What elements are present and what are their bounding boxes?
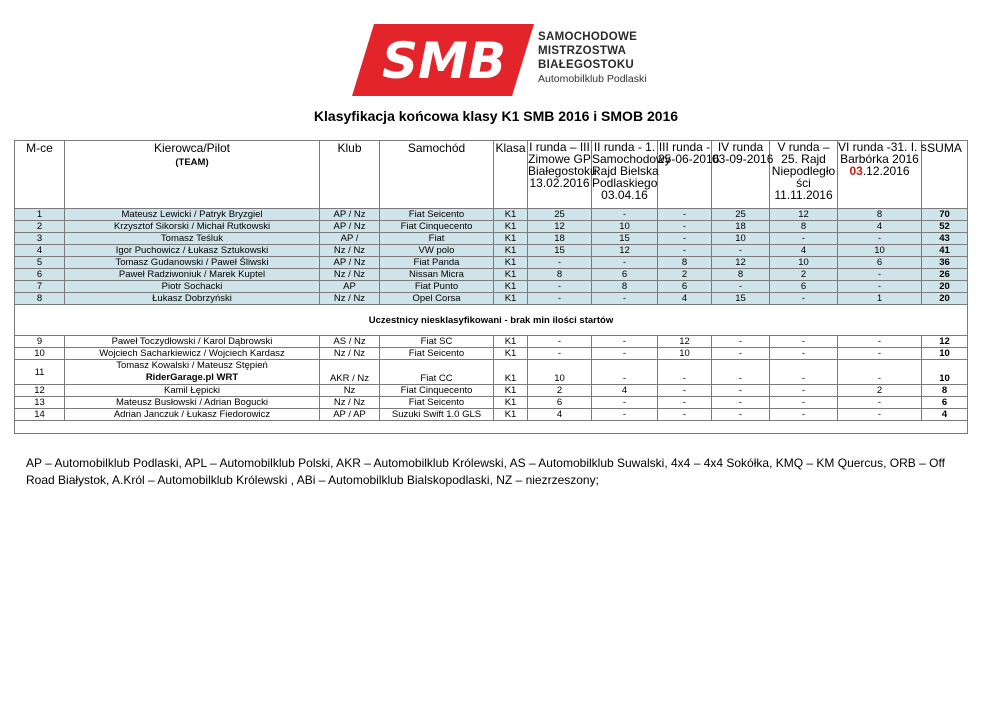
cell-place: 8 (15, 293, 65, 305)
header-r6-date (838, 165, 921, 177)
cell-r2: 4 (592, 385, 658, 397)
cell-r1: - (528, 281, 592, 293)
cell-place: 13 (15, 397, 65, 409)
cell-cls: K1 (494, 385, 528, 397)
blank-cell (15, 421, 968, 434)
header-r1-line: Zimowe GP (528, 152, 591, 166)
cell-r1: - (528, 348, 592, 360)
blank-row (15, 421, 968, 434)
header-r5-line: Niepodległo (771, 164, 836, 178)
cell-place: 2 (15, 221, 65, 233)
cell-r5: 8 (770, 221, 838, 233)
cell-r2: - (592, 293, 658, 305)
cell-cls: K1 (494, 360, 528, 385)
cell-car: Fiat (380, 233, 494, 245)
header-r2-line: II runda - 1. (593, 140, 656, 154)
cell-place: 3 (15, 233, 65, 245)
cell-place: 7 (15, 281, 65, 293)
cell-sum: 6 (922, 397, 968, 409)
cell-r5: 2 (770, 269, 838, 281)
cell-driver: Tomasz Teśluk (65, 233, 320, 245)
smb-logo (352, 24, 662, 96)
cell-r2: 8 (592, 281, 658, 293)
cell-r5: - (770, 409, 838, 421)
cell-club: Nz / Nz (320, 269, 380, 281)
cell-r3: - (658, 409, 712, 421)
cell-driver: Adrian Janczuk / Łukasz Fiedorowicz (65, 409, 320, 421)
cell-r3: - (658, 221, 712, 233)
cell-r6: - (838, 397, 922, 409)
table-row (15, 360, 968, 385)
cell-r3: - (658, 209, 712, 221)
cell-cls: K1 (494, 245, 528, 257)
header-round-1 (528, 140, 597, 209)
cell-place: 1 (15, 209, 65, 221)
cell-sum: 26 (922, 269, 968, 281)
table-row (15, 293, 968, 305)
cell-place: 12 (15, 385, 65, 397)
header-r2-line: Rajd Bielska (592, 164, 659, 178)
cell-sum: 4 (922, 409, 968, 421)
cell-r4: - (712, 336, 770, 348)
header-round-6 (838, 140, 931, 209)
header-r6-line: Barbórka 2016 (840, 152, 919, 166)
table-row (15, 245, 968, 257)
header-sum: SUMA (922, 141, 968, 209)
cell-r3: 4 (658, 293, 712, 305)
cell-place: 10 (15, 348, 65, 360)
cell-r3: - (658, 385, 712, 397)
header-r6-date-day: 03 (849, 164, 863, 178)
cell-r2: 15 (592, 233, 658, 245)
cell-cls: K1 (494, 293, 528, 305)
header-r1-line: 13.02.2016 (529, 176, 590, 190)
cell-r5: - (770, 385, 838, 397)
logo-line-1: SAMOCHODOWE (538, 31, 638, 43)
cell-r5: 6 (770, 281, 838, 293)
table-row (15, 336, 968, 348)
smb-logo-mark (352, 24, 534, 96)
cell-r4: - (712, 245, 770, 257)
logo-line-2: MISTRZOSTWA (538, 45, 627, 57)
cell-car: Nissan Micra (380, 269, 494, 281)
results-table (14, 140, 968, 434)
cell-r5: - (770, 336, 838, 348)
cell-r6: - (838, 336, 922, 348)
table-row (15, 257, 968, 269)
header-r5-line: 25. Rajd (781, 152, 826, 166)
cell-club: AP / AP (320, 409, 380, 421)
cell-r1: 18 (528, 233, 592, 245)
cell-r6: - (838, 409, 922, 421)
cell-r1: - (528, 293, 592, 305)
header-row (15, 141, 968, 209)
cell-r4: - (712, 360, 770, 385)
cell-driver: Łukasz Dobrzyński (65, 293, 320, 305)
cell-r2: - (592, 360, 658, 385)
cell-place: 6 (15, 269, 65, 281)
header-place: M-ce (15, 141, 65, 209)
header-r3-line: 25-06-2016 (658, 152, 720, 166)
cell-r5: - (770, 397, 838, 409)
cell-team-name: RiderGarage.pl WRT (145, 372, 239, 383)
header-r4-line: 03-09-2016 (712, 152, 774, 166)
cell-r1: 8 (528, 269, 592, 281)
cell-r3: 10 (658, 348, 712, 360)
cell-sum: 36 (922, 257, 968, 269)
cell-club: AP / (320, 233, 380, 245)
header-team-label: (TEAM) (175, 157, 209, 168)
cell-cls: K1 (494, 269, 528, 281)
cell-club: AKR / Nz (320, 360, 380, 385)
cell-r2: 6 (592, 269, 658, 281)
cell-r2: - (592, 348, 658, 360)
cell-car: Fiat Cinquecento (380, 385, 494, 397)
cell-car: Fiat Panda (380, 257, 494, 269)
cell-r3: - (658, 233, 712, 245)
cell-club: AP / Nz (320, 209, 380, 221)
cell-cls: K1 (494, 348, 528, 360)
cell-driver: Tomasz Gudanowski / Paweł Śliwski (65, 257, 320, 269)
cell-r6: 2 (838, 385, 922, 397)
header-r1-line: I runda – III (529, 140, 590, 154)
cell-r1: 4 (528, 409, 592, 421)
cell-cls: K1 (494, 397, 528, 409)
cell-r2: - (592, 209, 658, 221)
cell-r5: 12 (770, 209, 838, 221)
cell-club: Nz / Nz (320, 245, 380, 257)
cell-cls: K1 (494, 281, 528, 293)
cell-driver: Mateusz Lewicki / Patryk Bryzgiel (65, 209, 320, 221)
cell-club: Nz / Nz (320, 397, 380, 409)
cell-club: AP / Nz (320, 257, 380, 269)
cell-r6: - (838, 348, 922, 360)
cell-r5: - (770, 360, 838, 385)
cell-sum: 20 (922, 281, 968, 293)
cell-r5: 10 (770, 257, 838, 269)
header-r5-line: ści (796, 176, 811, 190)
cell-sum: 12 (922, 336, 968, 348)
cell-r6: - (838, 281, 922, 293)
club-abbreviations-footnote: AP – Automobilklub Podlaski, APL – Automobilklub Polski, AKR – Automobilklub Królewski, AS – Automobilklub Suwalski, 4x4 – 4x4 Sokółka, KMQ – KM Quercus, ORB – Off Road Białystok, A.Król – Automobilklub Królewski , ABi – Automobilklub Bialskopodlaski, NZ – niezrzeszony; (26, 456, 945, 487)
cell-r1: 25 (528, 209, 592, 221)
cell-sum: 70 (922, 209, 968, 221)
cell-car: Fiat Seicento (380, 209, 494, 221)
cell-r2: 12 (592, 245, 658, 257)
cell-r5: - (770, 348, 838, 360)
cell-car: Fiat CC (380, 360, 494, 385)
cell-r4: 12 (712, 257, 770, 269)
cell-r2: - (592, 257, 658, 269)
header-r2-line: Samochodowy (592, 152, 671, 166)
cell-r4: - (712, 397, 770, 409)
cell-car: Opel Corsa (380, 293, 494, 305)
cell-cls: K1 (494, 409, 528, 421)
cell-driver: Igor Puchowicz / Łukasz Sztukowski (65, 245, 320, 257)
cell-club: AS / Nz (320, 336, 380, 348)
table-row (15, 221, 968, 233)
cell-car: Fiat Punto (380, 281, 494, 293)
table-row (15, 209, 968, 221)
logo-mark-text: SMB (382, 32, 506, 90)
cell-r6: 8 (838, 209, 922, 221)
header-round-4 (712, 140, 774, 209)
header-round-2 (592, 140, 671, 209)
cell-r4: - (712, 385, 770, 397)
header-club: Klub (320, 141, 380, 209)
logo-wordmark (538, 30, 647, 86)
cell-car: Fiat Seicento (380, 348, 494, 360)
cell-club: AP (320, 281, 380, 293)
header-r2-line: 03.04.16 (601, 188, 648, 202)
header-r5-line: 11.11.2016 (774, 188, 833, 202)
cell-r3: 12 (658, 336, 712, 348)
cell-driver: Wojciech Sacharkiewicz / Wojciech Kardasz (65, 348, 320, 360)
cell-r4: 8 (712, 269, 770, 281)
cell-sum: 52 (922, 221, 968, 233)
cell-r6: 10 (838, 245, 922, 257)
cell-club: Nz / Nz (320, 293, 380, 305)
cell-r6: - (838, 360, 922, 385)
cell-r1: 6 (528, 397, 592, 409)
cell-r6: 1 (838, 293, 922, 305)
cell-r4: - (712, 409, 770, 421)
cell-driver: Piotr Sochacki (65, 281, 320, 293)
cell-r3: - (658, 397, 712, 409)
cell-cls: K1 (494, 336, 528, 348)
cell-place: 5 (15, 257, 65, 269)
cell-sum: 8 (922, 385, 968, 397)
cell-r4: - (712, 348, 770, 360)
cell-driver-names: Tomasz Kowalski / Mateusz Stępień (116, 360, 268, 371)
cell-place: 14 (15, 409, 65, 421)
cell-driver: Paweł Radziwoniuk / Marek Kuptel (65, 269, 320, 281)
header-round-5 (770, 141, 838, 209)
classified-rows (15, 209, 968, 305)
cell-r6: 4 (838, 221, 922, 233)
cell-r3: - (658, 360, 712, 385)
table-row (15, 281, 968, 293)
cell-r3: 2 (658, 269, 712, 281)
separator-body (15, 305, 968, 336)
header-r5-line: V runda – (777, 140, 830, 154)
cell-r4: 25 (712, 209, 770, 221)
cell-cls: K1 (494, 209, 528, 221)
header-r4-line: IV runda (717, 140, 764, 154)
blank-body (15, 421, 968, 434)
cell-r1: 12 (528, 221, 592, 233)
separator-label: Uczestnicy niesklasyfikowani - brak min ilości startów (15, 305, 968, 336)
cell-r1: - (528, 257, 592, 269)
cell-driver: Paweł Toczydłowski / Karol Dąbrowski (65, 336, 320, 348)
unclassified-rows (15, 336, 968, 421)
cell-place: 9 (15, 336, 65, 348)
cell-cls: K1 (494, 221, 528, 233)
cell-cls: K1 (494, 257, 528, 269)
cell-driver: Mateusz Busłowski / Adrian Bogucki (65, 397, 320, 409)
header-driver (65, 141, 320, 209)
header-r6-line: VI runda -31. I. s. (838, 140, 931, 154)
logo-line-3: BIAŁEGOSTOKU (538, 59, 635, 71)
cell-r2: - (592, 336, 658, 348)
cell-r4: 18 (712, 221, 770, 233)
cell-cls: K1 (494, 233, 528, 245)
cell-r1: 10 (528, 360, 592, 385)
logo-club: Automobilklub Podlaski (538, 73, 647, 85)
cell-sum: 10 (922, 360, 968, 385)
cell-r6: 6 (838, 257, 922, 269)
cell-r2: - (592, 409, 658, 421)
cell-driver: Kamil Łępicki (65, 385, 320, 397)
cell-r1: - (528, 336, 592, 348)
cell-car: Suzuki Swift 1.0 GLS (380, 409, 494, 421)
cell-sum: 41 (922, 245, 968, 257)
header-r2-line: Podlaskiego (592, 176, 658, 190)
document-title: Klasyfikacja końcowa klasy K1 SMB 2016 i SMOB 2016 (313, 108, 679, 124)
cell-driver (65, 360, 320, 385)
table-row (15, 233, 968, 245)
cell-club: Nz (320, 385, 380, 397)
header-round-3 (658, 140, 720, 209)
cell-r5: - (770, 293, 838, 305)
cell-club: AP / Nz (320, 221, 380, 233)
cell-car: Fiat SC (380, 336, 494, 348)
cell-r2: 10 (592, 221, 658, 233)
cell-club: Nz / Nz (320, 348, 380, 360)
cell-car: VW polo (380, 245, 494, 257)
cell-r3: 6 (658, 281, 712, 293)
header-driver-label: Kierowca/Pilot (153, 141, 231, 155)
table-row (15, 348, 968, 360)
cell-r4: - (712, 281, 770, 293)
cell-r5: 4 (770, 245, 838, 257)
header-r6-date-rest: .12.2016 (862, 164, 910, 178)
header-car: Samochód (380, 141, 494, 209)
cell-r2: - (592, 397, 658, 409)
cell-r3: 8 (658, 257, 712, 269)
cell-r1: 15 (528, 245, 592, 257)
cell-r6: - (838, 269, 922, 281)
cell-sum: 43 (922, 233, 968, 245)
table-row (15, 397, 968, 409)
cell-r6: - (838, 233, 922, 245)
cell-r4: 10 (712, 233, 770, 245)
header-r1-line: Białegostoku (528, 164, 597, 178)
cell-sum: 20 (922, 293, 968, 305)
cell-place: 11 (15, 360, 65, 385)
cell-car: Fiat Seicento (380, 397, 494, 409)
cell-sum: 10 (922, 348, 968, 360)
cell-r5: - (770, 233, 838, 245)
cell-driver: Krzysztof Sikorski / Michał Rutkowski (65, 221, 320, 233)
header-class: Klasa (494, 141, 528, 209)
table-row (15, 269, 968, 281)
cell-r4: 15 (712, 293, 770, 305)
separator-row (15, 305, 968, 336)
header-r3-line: III runda - (658, 140, 711, 154)
table-row (15, 409, 968, 421)
cell-r3: - (658, 245, 712, 257)
cell-car: Fiat Cinquecento (380, 221, 494, 233)
table-row (15, 385, 968, 397)
cell-r1: 2 (528, 385, 592, 397)
cell-place: 4 (15, 245, 65, 257)
